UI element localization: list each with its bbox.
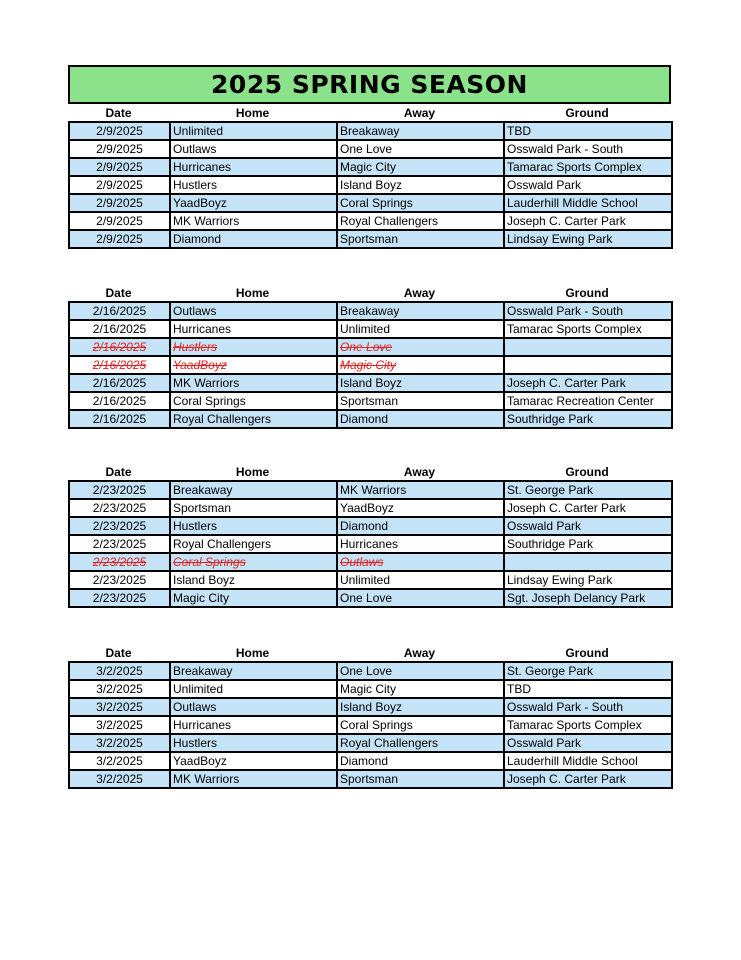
date-header: Date (105, 286, 132, 300)
away-team-cell: Magic City (337, 158, 504, 176)
ground-header: Ground (565, 646, 609, 660)
game-row (69, 517, 672, 535)
game-row (69, 734, 672, 752)
week-1-table (68, 121, 673, 249)
ground-header: Ground (565, 286, 609, 300)
ground-cell: Osswald Park - South (504, 698, 672, 716)
away-team-cell: Hurricanes (337, 535, 504, 553)
date-cell: 2/23/2025 (69, 481, 170, 499)
date-cell: 2/9/2025 (69, 230, 170, 248)
ground-cell: Tamarac Sports Complex (504, 320, 672, 338)
away-team-cell: Island Boyz (337, 698, 504, 716)
away-team-cell: Sportsman (337, 392, 504, 410)
date-cell: 3/2/2025 (69, 752, 170, 770)
home-team-cell: Outlaws (170, 302, 337, 320)
away-team-cell: MK Warriors (337, 481, 504, 499)
home-team-cell: Hustlers (170, 517, 337, 535)
date-cell: 2/23/2025 (69, 589, 170, 607)
ground-cell: Joseph C. Carter Park (504, 374, 672, 392)
home-team-cell: Royal Challengers (170, 535, 337, 553)
game-row (69, 535, 672, 553)
home-team-cell: Unlimited (170, 680, 337, 698)
game-row (69, 374, 672, 392)
home-team-cell: Hustlers (170, 734, 337, 752)
home-team-cell: Hustlers (170, 176, 337, 194)
game-row (69, 571, 672, 589)
away-team-cell: Magic City (337, 356, 504, 374)
ground-cell: St. George Park (504, 481, 672, 499)
home-team-cell: YaadBoyz (170, 752, 337, 770)
away-team-cell: Island Boyz (337, 374, 504, 392)
away-team-cell: Unlimited (337, 571, 504, 589)
cancelled-game-row (69, 338, 672, 356)
ground-cell: Osswald Park (504, 517, 672, 535)
game-row (69, 410, 672, 428)
home-team-cell: Diamond (170, 230, 337, 248)
ground-cell: Tamarac Recreation Center (504, 392, 672, 410)
game-row (69, 716, 672, 734)
home-team-cell: YaadBoyz (170, 194, 337, 212)
game-row (69, 122, 672, 140)
date-cell: 2/16/2025 (69, 392, 170, 410)
home-team-cell: Breakaway (170, 662, 337, 680)
game-row (69, 392, 672, 410)
away-header: Away (403, 106, 436, 120)
home-team-cell: Hustlers (170, 338, 337, 356)
home-team-cell: Island Boyz (170, 571, 337, 589)
week-2-table (68, 301, 673, 429)
ground-cell: Southridge Park (504, 410, 672, 428)
away-team-cell: One Love (337, 140, 504, 158)
cancelled-game-row (69, 356, 672, 374)
game-row (69, 158, 672, 176)
home-team-cell: Outlaws (170, 140, 337, 158)
week-4-table (68, 661, 673, 789)
date-cell: 3/2/2025 (69, 770, 170, 788)
ground-cell: St. George Park (504, 662, 672, 680)
home-team-cell: Hurricanes (170, 158, 337, 176)
away-team-cell: Breakaway (337, 302, 504, 320)
away-team-cell: Magic City (337, 680, 504, 698)
date-cell: 2/16/2025 (69, 356, 170, 374)
ground-cell: Southridge Park (504, 535, 672, 553)
date-cell: 2/9/2025 (69, 122, 170, 140)
game-row (69, 140, 672, 158)
game-row (69, 770, 672, 788)
away-team-cell: Unlimited (337, 320, 504, 338)
date-cell: 3/2/2025 (69, 662, 170, 680)
date-cell: 3/2/2025 (69, 698, 170, 716)
away-team-cell: Coral Springs (337, 194, 504, 212)
away-header: Away (403, 465, 436, 479)
date-cell: 2/23/2025 (69, 553, 170, 571)
game-row (69, 499, 672, 517)
date-cell: 2/16/2025 (69, 320, 170, 338)
ground-cell: Osswald Park - South (504, 302, 672, 320)
away-team-cell: One Love (337, 662, 504, 680)
date-cell: 2/16/2025 (69, 410, 170, 428)
date-header: Date (105, 465, 132, 479)
game-row (69, 176, 672, 194)
away-team-cell: Sportsman (337, 770, 504, 788)
away-team-cell: Breakaway (337, 122, 504, 140)
game-row (69, 752, 672, 770)
date-cell: 2/23/2025 (69, 535, 170, 553)
date-cell: 3/2/2025 (69, 680, 170, 698)
week-3-header (68, 463, 671, 481)
away-header: Away (403, 646, 436, 660)
ground-cell (504, 338, 672, 356)
away-team-cell: Royal Challengers (337, 734, 504, 752)
home-team-cell: MK Warriors (170, 212, 337, 230)
ground-header: Ground (565, 106, 609, 120)
home-team-cell: YaadBoyz (170, 356, 337, 374)
home-team-cell: Hurricanes (170, 320, 337, 338)
date-cell: 2/9/2025 (69, 158, 170, 176)
away-team-cell: Diamond (337, 517, 504, 535)
date-cell: 2/16/2025 (69, 302, 170, 320)
game-row (69, 212, 672, 230)
week-3-table (68, 480, 673, 608)
ground-cell: Lindsay Ewing Park (504, 571, 672, 589)
game-row (69, 680, 672, 698)
ground-cell: TBD (504, 122, 672, 140)
date-cell: 2/23/2025 (69, 499, 170, 517)
date-header: Date (105, 106, 132, 120)
home-team-cell: Unlimited (170, 122, 337, 140)
home-team-cell: Coral Springs (170, 553, 337, 571)
season-title: 2025 SPRING SEASON (68, 65, 671, 104)
home-header: Home (235, 465, 270, 479)
week-2-header (68, 284, 671, 302)
ground-cell: Joseph C. Carter Park (504, 499, 672, 517)
game-row (69, 481, 672, 499)
away-team-cell: Diamond (337, 410, 504, 428)
ground-cell: Joseph C. Carter Park (504, 212, 672, 230)
date-cell: 2/9/2025 (69, 194, 170, 212)
date-cell: 3/2/2025 (69, 734, 170, 752)
game-row (69, 589, 672, 607)
home-team-cell: Coral Springs (170, 392, 337, 410)
date-cell: 2/9/2025 (69, 176, 170, 194)
cancelled-game-row (69, 553, 672, 571)
date-header: Date (105, 646, 132, 660)
date-cell: 2/23/2025 (69, 571, 170, 589)
home-team-cell: Breakaway (170, 481, 337, 499)
away-team-cell: Coral Springs (337, 716, 504, 734)
game-row (69, 230, 672, 248)
date-cell: 3/2/2025 (69, 716, 170, 734)
away-team-cell: Outlaws (337, 553, 504, 571)
date-cell: 2/16/2025 (69, 374, 170, 392)
ground-cell (504, 553, 672, 571)
ground-cell: Tamarac Sports Complex (504, 716, 672, 734)
week-4-header (68, 644, 671, 662)
week-1-header (68, 104, 671, 122)
ground-cell: Joseph C. Carter Park (504, 770, 672, 788)
date-cell: 2/9/2025 (69, 140, 170, 158)
game-row (69, 662, 672, 680)
home-team-cell: Hurricanes (170, 716, 337, 734)
away-team-cell: YaadBoyz (337, 499, 504, 517)
away-team-cell: One Love (337, 589, 504, 607)
home-team-cell: MK Warriors (170, 374, 337, 392)
ground-cell: Lindsay Ewing Park (504, 230, 672, 248)
date-cell: 2/23/2025 (69, 517, 170, 535)
away-team-cell: One Love (337, 338, 504, 356)
ground-cell: Sgt. Joseph Delancy Park (504, 589, 672, 607)
away-team-cell: Diamond (337, 752, 504, 770)
away-team-cell: Royal Challengers (337, 212, 504, 230)
home-team-cell: Magic City (170, 589, 337, 607)
home-team-cell: MK Warriors (170, 770, 337, 788)
ground-cell: Lauderhill Middle School (504, 752, 672, 770)
ground-cell: Lauderhill Middle School (504, 194, 672, 212)
game-row (69, 302, 672, 320)
home-team-cell: Outlaws (170, 698, 337, 716)
home-team-cell: Sportsman (170, 499, 337, 517)
ground-cell (504, 356, 672, 374)
date-cell: 2/16/2025 (69, 338, 170, 356)
home-team-cell: Royal Challengers (170, 410, 337, 428)
home-header: Home (235, 106, 270, 120)
away-team-cell: Sportsman (337, 230, 504, 248)
date-cell: 2/9/2025 (69, 212, 170, 230)
ground-cell: Osswald Park (504, 176, 672, 194)
ground-cell: Osswald Park (504, 734, 672, 752)
ground-cell: Osswald Park - South (504, 140, 672, 158)
away-team-cell: Island Boyz (337, 176, 504, 194)
game-row (69, 698, 672, 716)
ground-cell: Tamarac Sports Complex (504, 158, 672, 176)
game-row (69, 320, 672, 338)
home-header: Home (235, 646, 270, 660)
away-header: Away (403, 286, 436, 300)
ground-cell: TBD (504, 680, 672, 698)
ground-header: Ground (565, 465, 609, 479)
home-header: Home (235, 286, 270, 300)
game-row (69, 194, 672, 212)
